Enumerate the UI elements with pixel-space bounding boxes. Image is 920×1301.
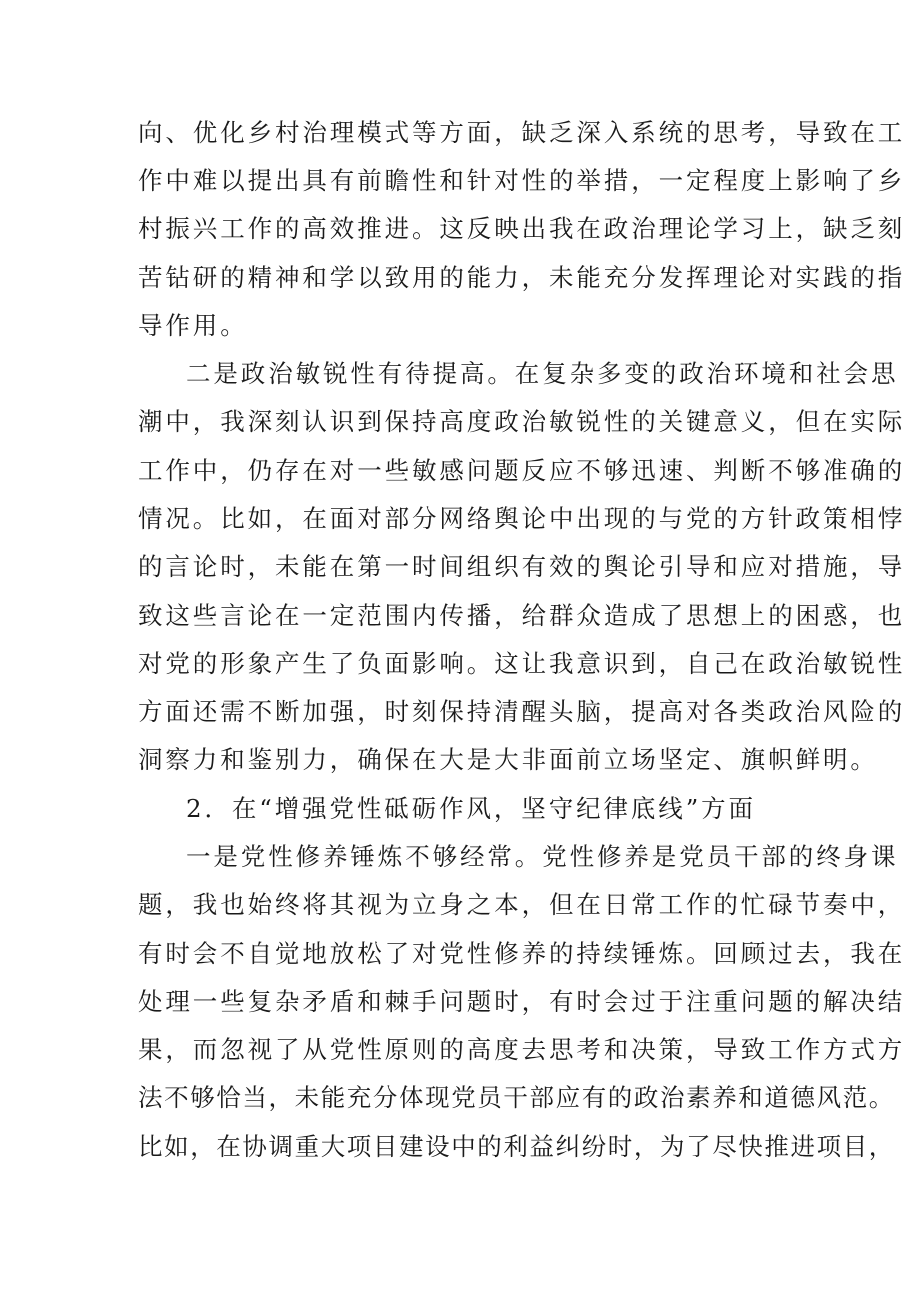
paragraph-heading-political-sensitivity: 二是政治敏锐性有待提高。在复杂多变的政治环境和社会思 (186, 359, 899, 388)
text-line: 作中难以提出具有前瞻性和针对性的举措，一定程度上影响了乡 (138, 166, 906, 195)
text-line: 方面还需不断加强，时刻保持清醒头脑，提高对各类政治风险的 (138, 697, 906, 726)
section-heading-2: 2．在“增强党性砥砺作风，坚守纪律底线”方面 (186, 794, 756, 823)
text-line: 导作用。 (138, 311, 248, 340)
text-line: 洞察力和鉴别力，确保在大是大非面前立场坚定、旗帜鲜明。 (138, 745, 878, 774)
text-line: 致这些言论在一定范围内传播，给群众造成了思想上的困惑，也 (138, 601, 906, 630)
text-line: 处理一些复杂矛盾和棘手问题时，有时会过于注重问题的解决结 (138, 987, 906, 1016)
text-line: 村振兴工作的高效推进。这反映出我在政治理论学习上，缺乏刻 (138, 214, 906, 243)
paragraph-heading-party-spirit: 一是党性修养锤炼不够经常。党性修养是党员干部的终身课 (186, 842, 899, 871)
text-line: 比如，在协调重大项目建设中的利益纠纷时，为了尽快推进项目， (138, 1132, 895, 1161)
text-line: 对党的形象产生了负面影响。这让我意识到，自己在政治敏锐性 (138, 649, 906, 678)
text-line: 题，我也始终将其视为立身之本，但在日常工作的忙碌节奏中， (138, 890, 906, 919)
text-line: 潮中，我深刻认识到保持高度政治敏锐性的关键意义，但在实际 (138, 407, 906, 436)
text-line: 的言论时，未能在第一时间组织有效的舆论引导和应对措施，导 (138, 552, 906, 581)
text-line: 苦钻研的精神和学以致用的能力，未能充分发挥理论对实践的指 (138, 263, 906, 292)
text-line: 工作中，仍存在对一些敏感问题反应不够迅速、判断不够准确的 (138, 456, 906, 485)
text-line: 法不够恰当，未能充分体现党员干部应有的政治素养和道德风范。 (138, 1083, 895, 1112)
text-line: 有时会不自觉地放松了对党性修养的持续锤炼。回顾过去，我在 (138, 939, 906, 968)
text-line: 情况。比如，在面对部分网络舆论中出现的与党的方针政策相悖 (138, 504, 906, 533)
text-line: 向、优化乡村治理模式等方面，缺乏深入系统的思考，导致在工 (138, 118, 906, 147)
text-line: 果，而忽视了从党性原则的高度去思考和决策，导致工作方式方 (138, 1035, 906, 1064)
